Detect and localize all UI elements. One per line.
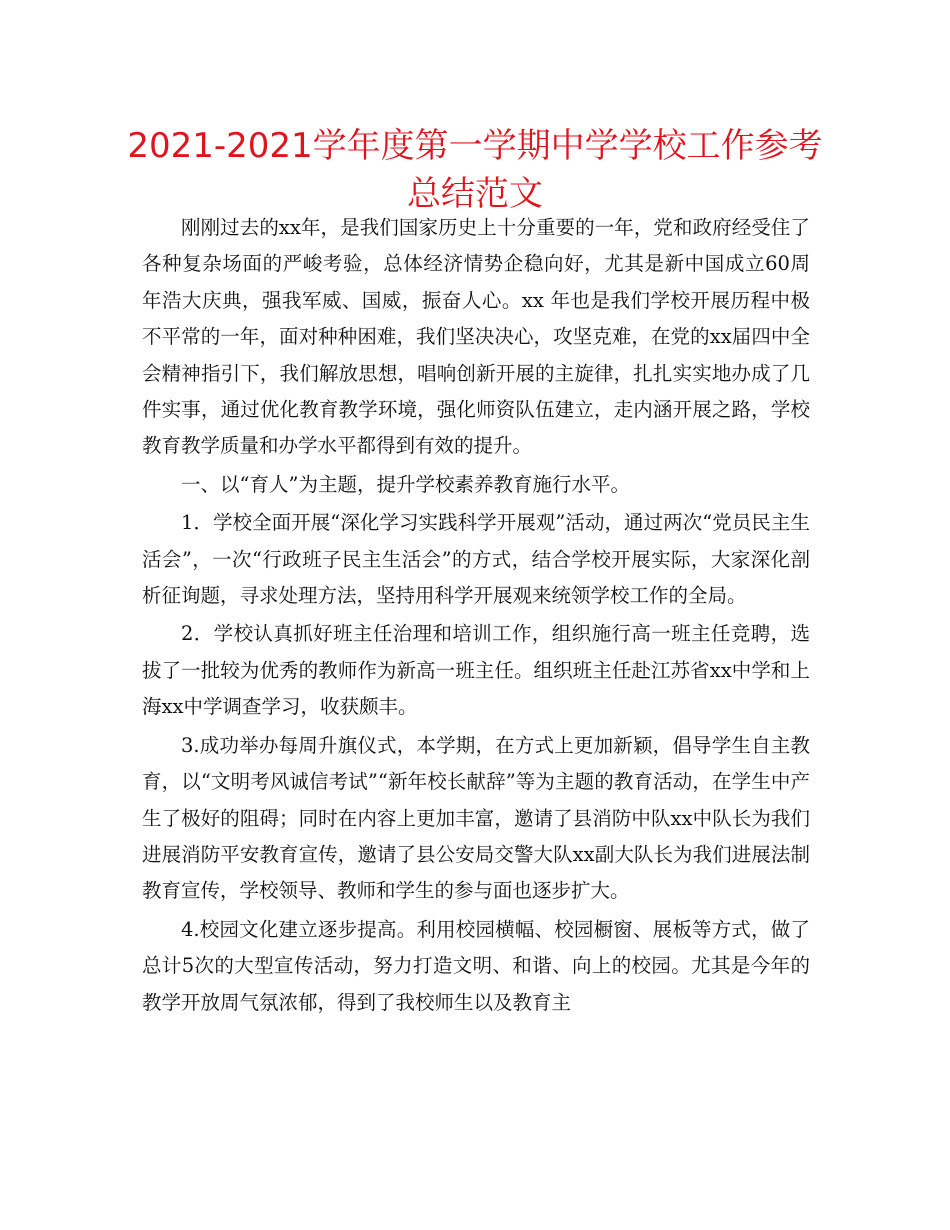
title-line-1: 2021-2021学年度第一学期中学学校工作参考 — [127, 126, 823, 166]
document-title — [120, 122, 830, 218]
paragraph-section-heading: 一、以“育人”为主题，提升学校素养教育施行水平。 — [181, 472, 630, 496]
paragraph-item-4: 4.校园文化建立逐步提高。利用校园横幅、校园橱窗、展板等方式，做了总计5次的大型宣传活动，努力打造文明、和谐、向上的校园。尤其是今年的教学开放周气氛浓郁，得到了我校师生以及教育主 — [142, 917, 810, 1014]
paragraph-item-2: 2．学校认真抓好班主任治理和培训工作，组织施行高一班主任竞聘，选拔了一批较为优秀的教师作为新高一班主任。组织班主任赴江苏省xx中学和上海xx中学调查学习，收获颇丰。 — [142, 622, 810, 719]
paragraph-item-3: 3.成功举办每周升旗仪式，本学期，在方式上更加新颖，倡导学生自主教育，以“文明考风诚信考试”“新年校长献辞”等为主题的教育活动，在学生中产生了极好的阻碍；同时在内容上更加丰富，邀请了县消防中队xx中队长为我们进展消防平安教育宣传，邀请了县公安局交警大队xx副大队长为我们进展法制教育宣传，学校领导、教师和学生的参与面也逐步扩大。 — [142, 733, 810, 903]
paragraph-intro: 刚刚过去的xx年，是我们国家历史上十分重要的一年，党和政府经受住了各种复杂场面的严峻考验，总体经济情势企稳向好，尤其是新中国成立60周年浩大庆典，强我军威、国威，振奋人心。xx 年也是我们学校开展历程中极不平常的一年，面对种种困难，我们坚决决心，攻坚克难，在党的xx届四中全会精神指引下，我们解放思想，唱响创新开展的主旋律，扎扎实实地办成了几件实事，通过优化教育教学环境，强化师资队伍建立，走内涵开展之路，学校教育教学质量和办学水平都得到有效的提升。 — [142, 216, 810, 458]
document-body — [142, 210, 810, 1021]
title-line-2: 总结范文 — [407, 174, 543, 214]
paragraph-item-1: 1．学校全面开展“深化学习实践科学开展观”活动，通过两次“党员民主生活会”，一次“行政班子民主生活会”的方式，结合学校开展实际，大家深化剖析征询题，寻求处理方法，坚持用科学开展观来统领学校工作的全局。 — [142, 511, 810, 608]
